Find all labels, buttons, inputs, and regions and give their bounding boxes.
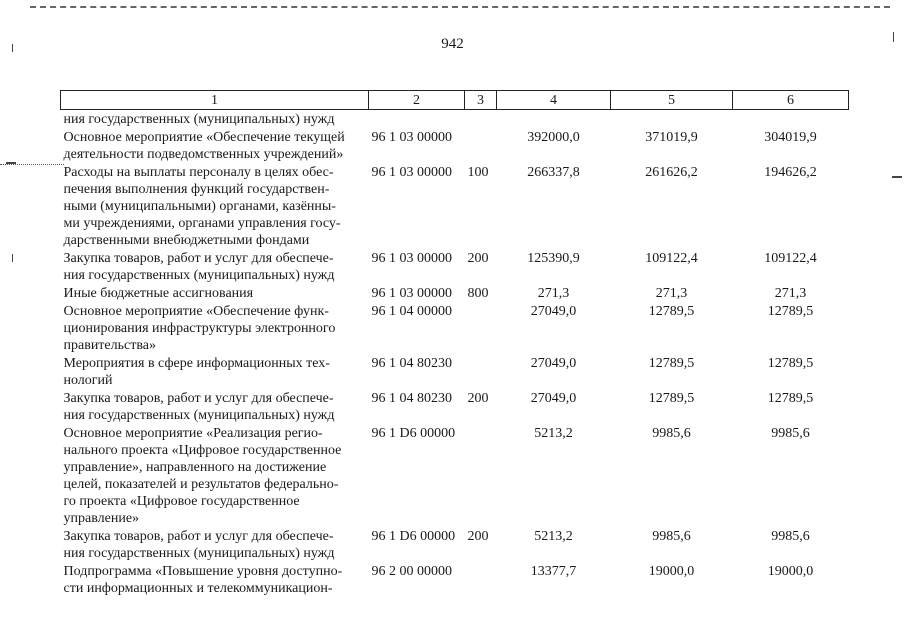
amount-col-6: 194626,2 xyxy=(764,165,817,180)
expense-group xyxy=(465,424,497,527)
amount-col-4: 27049,0 xyxy=(530,356,577,371)
column-header-1: 1 xyxy=(61,91,369,110)
table-row xyxy=(61,249,849,284)
target-code xyxy=(369,110,465,129)
expense-group xyxy=(465,354,497,389)
item-name-line: дарственными внебюджетными фондами xyxy=(63,233,310,248)
column-header-4: 4 xyxy=(497,91,611,110)
amount-col-5: 271,3 xyxy=(655,286,688,301)
item-name xyxy=(61,527,369,562)
table-row xyxy=(61,163,849,249)
amount-col-4 xyxy=(497,110,611,129)
item-name xyxy=(61,424,369,527)
item-name xyxy=(61,128,369,163)
item-name-line: ми учреждениями, органами управления госу- xyxy=(63,216,341,231)
item-name-line: ционирования инфраструктуры электронного xyxy=(63,321,336,336)
column-header-2: 2 xyxy=(369,91,465,110)
scan-tick-left-lower xyxy=(12,254,13,262)
amount-col-5: 12789,5 xyxy=(648,356,695,371)
item-name xyxy=(61,249,369,284)
table-row xyxy=(61,110,849,129)
table-body xyxy=(61,110,849,598)
amount-col-5: 9985,6 xyxy=(652,426,691,441)
amount-col-4: 125390,9 xyxy=(527,251,580,266)
target-code: 96 1 D6 00000 xyxy=(371,426,456,441)
amount-col-4: 27049,0 xyxy=(530,304,577,319)
item-name-line: Закупка товаров, работ и услуг для обеспече- xyxy=(63,251,334,266)
amount-col-6: 9985,6 xyxy=(771,529,810,544)
target-code: 96 1 D6 00000 xyxy=(371,529,456,544)
item-name xyxy=(61,284,369,302)
amount-col-6 xyxy=(733,110,849,129)
item-name-line: целей, показателей и результатов федерально- xyxy=(63,477,339,492)
amount-col-4: 27049,0 xyxy=(530,391,577,406)
table-row xyxy=(61,302,849,354)
scan-mark-right xyxy=(892,176,902,178)
amount-col-6: 271,3 xyxy=(774,286,807,301)
item-name-line: Мероприятия в сфере информационных тех- xyxy=(63,356,330,371)
amount-col-6: 19000,0 xyxy=(767,564,814,579)
expense-group xyxy=(465,110,497,129)
target-code: 96 1 04 00000 xyxy=(371,304,452,319)
table-row xyxy=(61,389,849,424)
item-name-line: ния государственных (муниципальных) нужд xyxy=(63,268,335,283)
item-name-line: ния государственных (муниципальных) нужд xyxy=(63,546,335,561)
target-code: 96 1 04 80230 xyxy=(371,391,452,406)
amount-col-6: 12789,5 xyxy=(767,356,814,371)
item-name xyxy=(61,354,369,389)
item-name-line: правительства» xyxy=(63,338,156,353)
item-name-line: печения выполнения функций государствен- xyxy=(63,182,330,197)
target-code: 96 1 03 00000 xyxy=(371,165,452,180)
item-name xyxy=(61,163,369,249)
amount-col-6: 109122,4 xyxy=(764,251,817,266)
amount-col-6: 12789,5 xyxy=(767,391,814,406)
item-name xyxy=(61,562,369,597)
amount-col-4: 266337,8 xyxy=(527,165,580,180)
page-number: 942 xyxy=(441,36,464,52)
amount-col-5: 9985,6 xyxy=(652,529,691,544)
amount-col-4: 5213,2 xyxy=(534,529,573,544)
amount-col-4: 271,3 xyxy=(537,286,570,301)
amount-col-4: 392000,0 xyxy=(527,130,580,145)
table-row xyxy=(61,527,849,562)
amount-col-5 xyxy=(611,110,733,129)
item-name-line: нального проекта «Цифровое государственное xyxy=(63,443,342,458)
expense-group xyxy=(465,562,497,597)
item-name-line: ния государственных (муниципальных) нужд xyxy=(63,408,335,423)
item-name-line: Основное мероприятие «Обеспечение функ- xyxy=(63,304,329,319)
item-name-line: Закупка товаров, работ и услуг для обеспече- xyxy=(63,529,334,544)
table-row xyxy=(61,128,849,163)
target-code: 96 2 00 00000 xyxy=(371,564,452,579)
amount-col-5: 261626,2 xyxy=(645,165,698,180)
item-name-line: ными (муниципальными) органами, казённы- xyxy=(63,199,336,214)
item-name-line: управление», направленного на достижение xyxy=(63,460,327,475)
item-name-line: нологий xyxy=(63,373,113,388)
expense-group xyxy=(465,302,497,354)
item-name-line: Основное мероприятие «Обеспечение текущей xyxy=(63,130,345,145)
item-name-line: Расходы на выплаты персоналу в целях обес- xyxy=(63,165,334,180)
item-name-line: Закупка товаров, работ и услуг для обеспече- xyxy=(63,391,334,406)
amount-col-4: 13377,7 xyxy=(530,564,577,579)
budget-table xyxy=(60,90,849,597)
column-header-6: 6 xyxy=(733,91,849,110)
item-name-line: Основное мероприятие «Реализация регио- xyxy=(63,426,323,441)
amount-col-6: 12789,5 xyxy=(767,304,814,319)
item-name-line: го проекта «Цифровое государственное xyxy=(63,494,300,509)
target-code: 96 1 04 80230 xyxy=(371,356,452,371)
scan-margin-dots xyxy=(0,164,64,165)
column-header-3: 3 xyxy=(465,91,497,110)
target-code: 96 1 03 00000 xyxy=(371,286,452,301)
item-name-line: сти информационных и телекоммуникацион- xyxy=(63,581,333,596)
table-header-row xyxy=(61,91,849,110)
item-name xyxy=(61,302,369,354)
amount-col-5: 12789,5 xyxy=(648,391,695,406)
table-row xyxy=(61,284,849,302)
expense-group: 800 xyxy=(467,286,489,301)
amount-col-6: 304019,9 xyxy=(764,130,817,145)
expense-group: 200 xyxy=(467,529,489,544)
item-name xyxy=(61,110,369,129)
expense-group: 100 xyxy=(467,165,489,180)
item-name-line: управление» xyxy=(63,511,140,526)
table-row xyxy=(61,354,849,389)
item-name-line: Подпрограмма «Повышение уровня доступно- xyxy=(63,564,343,579)
item-name-line: ния государственных (муниципальных) нужд xyxy=(63,112,335,127)
target-code: 96 1 03 00000 xyxy=(371,130,452,145)
amount-col-5: 109122,4 xyxy=(645,251,698,266)
expense-group: 200 xyxy=(467,251,489,266)
amount-col-5: 371019,9 xyxy=(645,130,698,145)
item-name-line: Иные бюджетные ассигнования xyxy=(63,286,254,301)
table-row xyxy=(61,424,849,527)
target-code: 96 1 03 00000 xyxy=(371,251,452,266)
expense-group xyxy=(465,128,497,163)
scan-top-border xyxy=(30,6,890,8)
item-name-line: деятельности подведомственных учреждений» xyxy=(63,147,344,162)
scan-mark-left xyxy=(6,162,16,164)
table-row xyxy=(61,562,849,597)
amount-col-5: 12789,5 xyxy=(648,304,695,319)
amount-col-5: 19000,0 xyxy=(648,564,695,579)
amount-col-4: 5213,2 xyxy=(534,426,573,441)
column-header-5: 5 xyxy=(611,91,733,110)
amount-col-6: 9985,6 xyxy=(771,426,810,441)
item-name xyxy=(61,389,369,424)
expense-group: 200 xyxy=(467,391,489,406)
